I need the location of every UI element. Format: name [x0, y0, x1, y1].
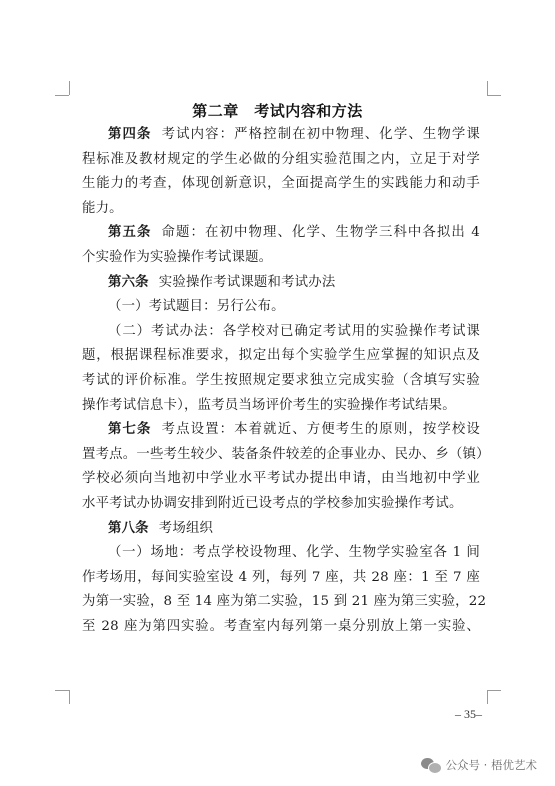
- crop-mark-bottom-right-h: [487, 690, 501, 691]
- document-body: [82, 123, 490, 639]
- page-number: – 35–: [455, 707, 482, 721]
- article-7-line-4: 水平考试办协调安排到附近已设考点的学校参加实验操作考试。: [82, 495, 463, 511]
- article-5-line-2: 个实验作为实验操作考试课题。: [82, 249, 273, 265]
- crop-mark-bottom-right-v: [487, 690, 488, 704]
- article-5-line-1: 第五条 命题：在初中物理、化学、生物学三科中各拟出 4: [108, 225, 481, 241]
- article-heading: 第四条: [108, 127, 152, 142]
- article-4-line-4: 能力。: [82, 200, 123, 216]
- article-6-line-1: 第六条 实验操作考试课题和考试办法: [108, 274, 336, 290]
- article-7-line-2: 置考点。一些考生较少、装备条件较差的企事业办、民办、乡（镇）: [82, 446, 490, 462]
- crop-mark-bottom-left-v: [69, 690, 70, 704]
- crop-mark-top-right-v: [487, 81, 488, 95]
- article-4-line-2: 程标准及教材规定的学生必做的分组实验范围之内，立足于对学: [82, 151, 480, 167]
- chapter-title: 第二章 考试内容和方法: [192, 102, 363, 120]
- clause-venue-line-2: 作考场用，每间实验室设 4 列，每列 7 座，共 28 座：1 至 7 座: [82, 569, 480, 585]
- article-heading: 第八条: [108, 520, 149, 536]
- watermark-text: 公众号 · 梧优艺术: [445, 758, 537, 772]
- clause-venue-line-3: 为第一实验，8 至 14 座为第二实验，15 到 21 座为第三实验，22: [82, 594, 487, 610]
- article-heading: 第七条: [108, 422, 152, 438]
- clause-venue-line-4: 至 28 座为第四实验。考查室内每列第一桌分别放上第一实验、: [82, 618, 480, 634]
- clause-venue-line-1: （一）场地：考点学校设物理、化学、生物学实验室各 1 间: [108, 545, 480, 561]
- clause-exam-method-line-2: 题，根据课程标准要求，拟定出每个实验学生应掌握的知识点及: [82, 348, 480, 364]
- clause-exam-method-line-4: 操作考试信息卡），监考员当场评价考生的实验操作考试结果。: [82, 397, 456, 413]
- article-4-line-1: 第四条 考试内容：严格控制在初中物理、化学、生物学课: [108, 127, 480, 142]
- clause-exam-method-line-3: 考试的评价标准。学生按照规定要求独立完成实验（含填写实验: [82, 372, 480, 388]
- article-4-line-3: 生能力的考查，体现创新意识，全面提高学生的实践能力和动手: [82, 176, 480, 192]
- clause-exam-topics: （一）考试题目：另行公布。: [108, 299, 285, 315]
- crop-mark-top-left-h: [55, 95, 69, 96]
- article-heading: 第六条: [108, 274, 149, 290]
- wechat-icon: [421, 758, 441, 773]
- article-7-line-1: 第七条 考点设置：本着就近、方便考生的原则，按学校设: [108, 422, 480, 438]
- crop-mark-bottom-left-h: [55, 690, 69, 691]
- clause-exam-method-line-1: （二）考试办法：各学校对已确定考试用的实验操作考试课: [108, 323, 480, 339]
- crop-mark-top-left-v: [69, 81, 70, 95]
- crop-mark-top-right-h: [487, 95, 501, 96]
- watermark: [421, 757, 537, 773]
- article-7-line-3: 学校必须向当地初中学业水平考试办提出申请，由当地初中学业: [82, 471, 480, 487]
- article-heading: 第五条: [108, 225, 152, 241]
- article-8-line-1: 第八条 考场组织: [108, 520, 214, 536]
